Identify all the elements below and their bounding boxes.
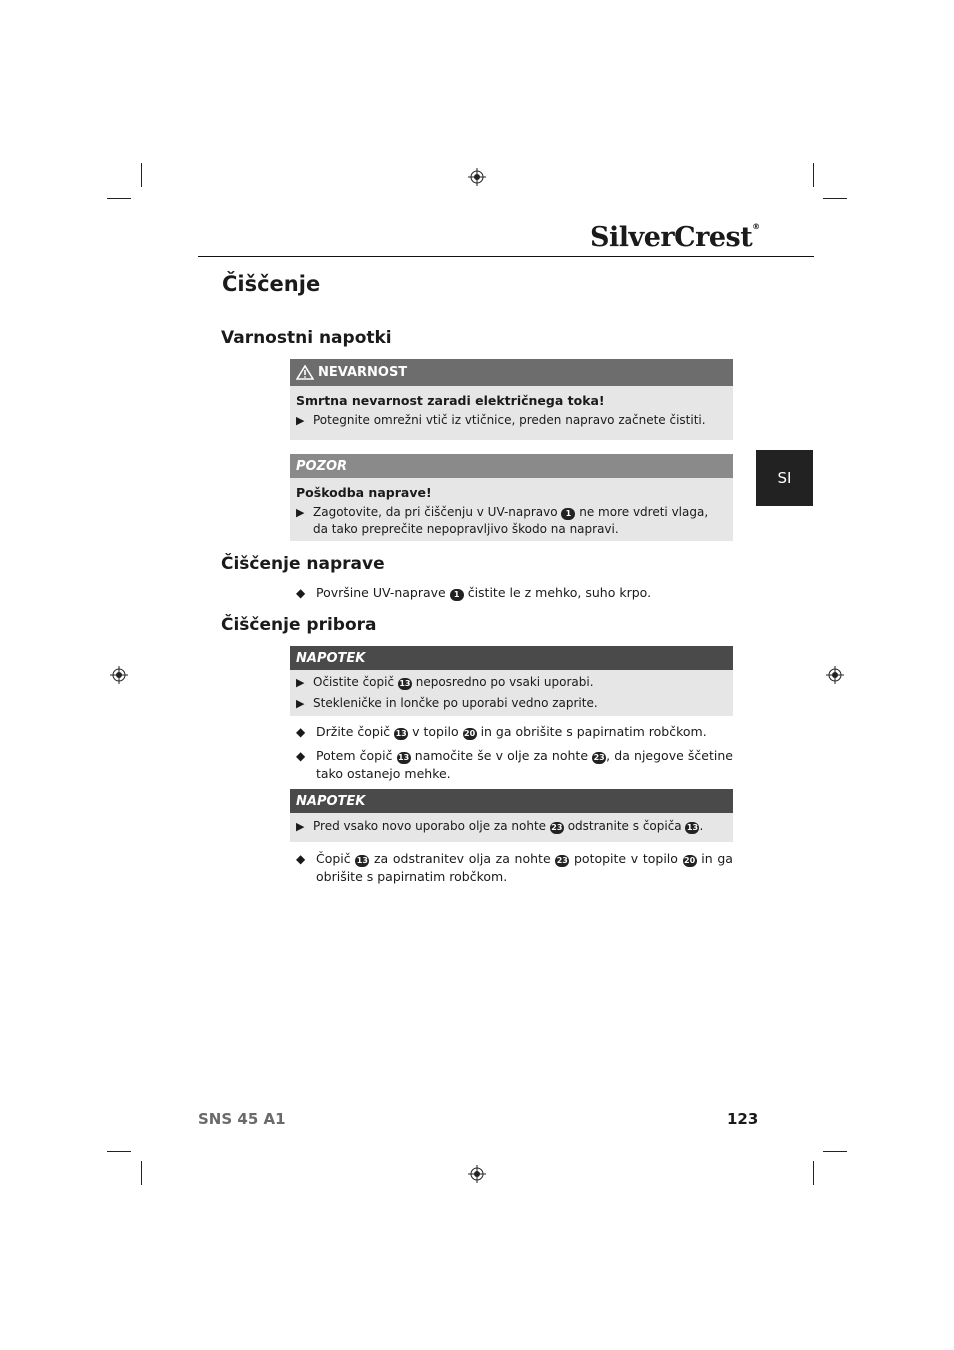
warning-triangle-icon — [296, 365, 314, 380]
caution-box — [290, 454, 733, 541]
part-number-badge: 13 — [395, 729, 407, 738]
section-heading-safety: Varnostni napotki — [221, 328, 392, 348]
part-number-badge: 23 — [556, 856, 568, 865]
part-number-badge: 13 — [356, 856, 368, 865]
list-item: ◆ Površine UV-naprave 1 čistite le z mehko, suho krpo. — [296, 585, 652, 600]
danger-label: NEVARNOST — [318, 365, 408, 380]
list-item: ◆ Čopič 13 za odstranitev olja za nohte 23 potopite v topilo 20 in ga obrišite s papirnatim robčkom. — [296, 851, 733, 884]
list-item: ◆ Držite čopič 13 v topilo 20 in ga obrišite s papirnatim robčkom. — [296, 724, 707, 739]
note-label: NAPOTEK — [296, 650, 366, 666]
list-item: ▶ Stekleničke in lončke po uporabi vedno zaprite. — [296, 696, 598, 710]
list-item: ▶ Zagotovite, da pri čiščenju v UV-napravo 1 ne more vdreti vlaga, da tako preprečite nepopravljivo škodo na napravi. — [296, 505, 709, 536]
part-number-badge: 23 — [593, 753, 605, 762]
triangle-bullet-icon: ▶ — [296, 820, 305, 833]
page-number: 123 — [727, 1110, 759, 1128]
caution-box-header — [290, 454, 733, 478]
brand-logo: SilverCrest® — [590, 222, 760, 253]
note-box — [290, 789, 733, 842]
registration-mark-icon — [468, 168, 486, 186]
model-number: SNS 45 A1 — [198, 1110, 286, 1128]
note-label: NAPOTEK — [296, 793, 366, 809]
list-item: ▶ Pred vsako novo uporabo olje za nohte 23 odstranite s čopiča 13. — [296, 819, 704, 833]
registration-mark-icon — [468, 1165, 486, 1183]
section-heading-device: Čiščenje naprave — [221, 554, 385, 574]
registration-mark-icon — [826, 666, 844, 684]
triangle-bullet-icon: ▶ — [296, 414, 305, 427]
crop-mark — [823, 1151, 847, 1152]
crop-mark — [813, 163, 814, 187]
section-heading-accessories: Čiščenje pribora — [221, 615, 377, 635]
note-box-header — [290, 646, 733, 670]
diamond-bullet-icon: ◆ — [296, 725, 306, 739]
danger-box — [290, 359, 733, 440]
part-number-badge: 20 — [464, 729, 476, 738]
part-number-badge: 23 — [551, 823, 563, 832]
crop-mark — [813, 1161, 814, 1185]
part-number-badge: 1 — [450, 589, 464, 601]
danger-bold-text: Smrtna nevarnost zaradi električnega toka! — [296, 393, 605, 408]
caution-bold-text: Poškodba naprave! — [296, 485, 432, 500]
crop-mark — [141, 163, 142, 187]
page-title: Čiščenje — [222, 272, 321, 296]
diamond-bullet-icon: ◆ — [296, 586, 306, 600]
diamond-bullet-icon: ◆ — [296, 749, 306, 763]
note-box-header — [290, 789, 733, 813]
part-number-badge: 1 — [561, 508, 575, 520]
triangle-bullet-icon: ▶ — [296, 676, 305, 689]
part-number-badge: 13 — [398, 753, 410, 762]
triangle-bullet-icon: ▶ — [296, 697, 305, 710]
registration-mark-icon — [110, 666, 128, 684]
diamond-bullet-icon: ◆ — [296, 852, 306, 866]
crop-mark — [823, 198, 847, 199]
part-number-badge: 20 — [684, 856, 696, 865]
caution-label: POZOR — [296, 458, 348, 474]
part-number-badge: 13 — [399, 679, 411, 688]
part-number-badge: 13 — [686, 823, 699, 832]
language-tab: SI — [756, 450, 813, 506]
crop-mark — [107, 1151, 131, 1152]
note-box — [290, 646, 733, 716]
header-rule — [198, 256, 814, 257]
triangle-bullet-icon: ▶ — [296, 506, 305, 519]
crop-mark — [141, 1161, 142, 1185]
list-item: ◆ Potem čopič 13 namočite še v olje za nohte 23, da njegove ščetine tako ostanejo mehke. — [296, 748, 733, 781]
crop-mark — [107, 198, 131, 199]
list-item: ▶ Potegnite omrežni vtič iz vtičnice, preden napravo začnete čistiti. — [296, 413, 706, 427]
list-item: ▶ Očistite čopič 13 neposredno po vsaki uporabi. — [296, 675, 594, 689]
danger-box-header — [290, 359, 733, 386]
